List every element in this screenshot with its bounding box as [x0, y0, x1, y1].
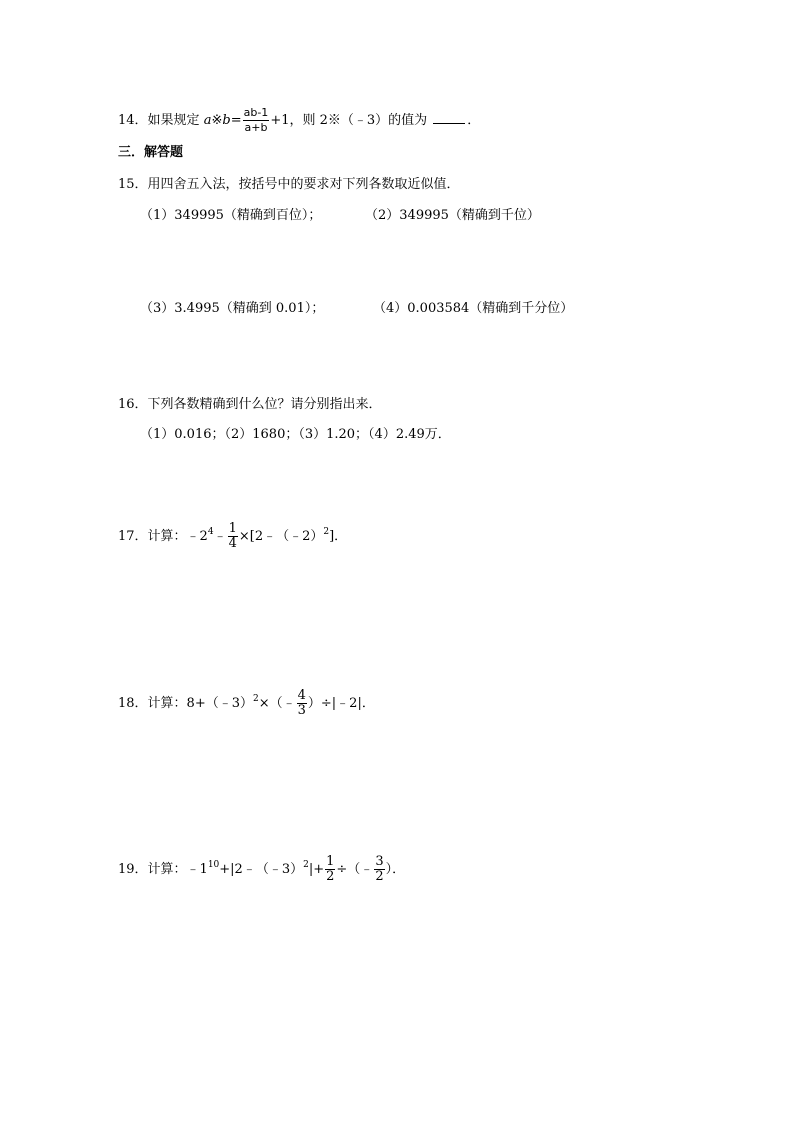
expression-text: ×[2﹣（﹣2） — [238, 529, 324, 544]
expression-text: 计算：﹣2 — [147, 529, 208, 544]
equals-sign: = — [230, 113, 242, 128]
fraction-denominator: a+b — [244, 121, 268, 134]
exponent: 2 — [303, 860, 309, 870]
var-a: a — [203, 113, 212, 128]
minus-sign: ﹣ — [213, 529, 227, 544]
question-14 — [118, 106, 480, 135]
period: ． — [467, 113, 481, 128]
question-15-part-1: （1）349995（精确到百位）； — [140, 208, 322, 223]
exponent: 2 — [252, 694, 259, 704]
expression-text: ÷（﹣ — [336, 862, 374, 877]
fraction — [325, 855, 335, 884]
question-number: 15． — [118, 177, 148, 192]
fraction-numerator: 3 — [375, 854, 384, 869]
question-19 — [118, 855, 405, 884]
question-15 — [118, 176, 460, 194]
question-text: 下列各数精确到什么位？请分别指出来． — [147, 397, 382, 412]
question-number: 14． — [118, 113, 148, 128]
question-18 — [118, 689, 375, 718]
fraction-denominator: 2 — [326, 869, 335, 884]
question-text-tail: +1，则 2※（﹣3）的值为 — [270, 113, 428, 128]
expression-text: 计算：8+（﹣3） — [147, 696, 253, 711]
fraction-denominator: 2 — [375, 869, 384, 884]
expression-text: +|2﹣（﹣3） — [219, 862, 304, 877]
fraction-numerator: 4 — [297, 688, 306, 703]
fraction-numerator: 1 — [228, 521, 237, 536]
exponent: 2 — [323, 527, 330, 537]
question-15-part-2: （2）349995（精确到千位） — [365, 208, 540, 223]
question-text: 用四舍五入法，按括号中的要求对下列各数取近似值． — [147, 177, 460, 192]
question-15-part-4: （4）0.003584（精确到千分位） — [373, 301, 574, 316]
question-16-parts: （1）0.016；（2）1680；（3）1.20；（4）2.49万． — [140, 427, 451, 442]
fraction — [228, 522, 238, 551]
fraction — [374, 855, 384, 884]
question-number: 18． — [118, 696, 148, 711]
var-b: b — [222, 113, 231, 128]
exponent: 4 — [207, 527, 214, 537]
question-number: 17． — [118, 529, 148, 544]
expression-text: ]． — [329, 529, 348, 544]
fraction-numerator: 1 — [326, 854, 335, 869]
expression-text: 计算：﹣1 — [147, 862, 208, 877]
fraction-denominator: 4 — [228, 536, 237, 551]
answer-blank[interactable] — [433, 111, 465, 124]
exponent: 10 — [207, 860, 220, 870]
expression-text: ）． — [385, 862, 406, 877]
fraction-denominator: 3 — [297, 703, 306, 718]
question-16 — [118, 396, 382, 414]
fraction — [297, 689, 307, 718]
question-17 — [118, 522, 347, 551]
expression-text: ）÷|﹣2|． — [307, 696, 375, 711]
expression-text: ×（﹣ — [258, 696, 296, 711]
question-text: 如果规定 — [147, 113, 200, 128]
question-number: 16． — [118, 397, 148, 412]
question-number: 19． — [118, 862, 148, 877]
section-heading: 三．解答题 — [118, 145, 184, 160]
expression-text: |+ — [308, 862, 325, 877]
operator-symbol: ※ — [211, 113, 223, 128]
fraction-numerator: ab-1 — [243, 106, 269, 119]
question-15-part-3: （3）3.4995（精确到 0.01）； — [140, 301, 325, 316]
fraction — [243, 106, 270, 135]
